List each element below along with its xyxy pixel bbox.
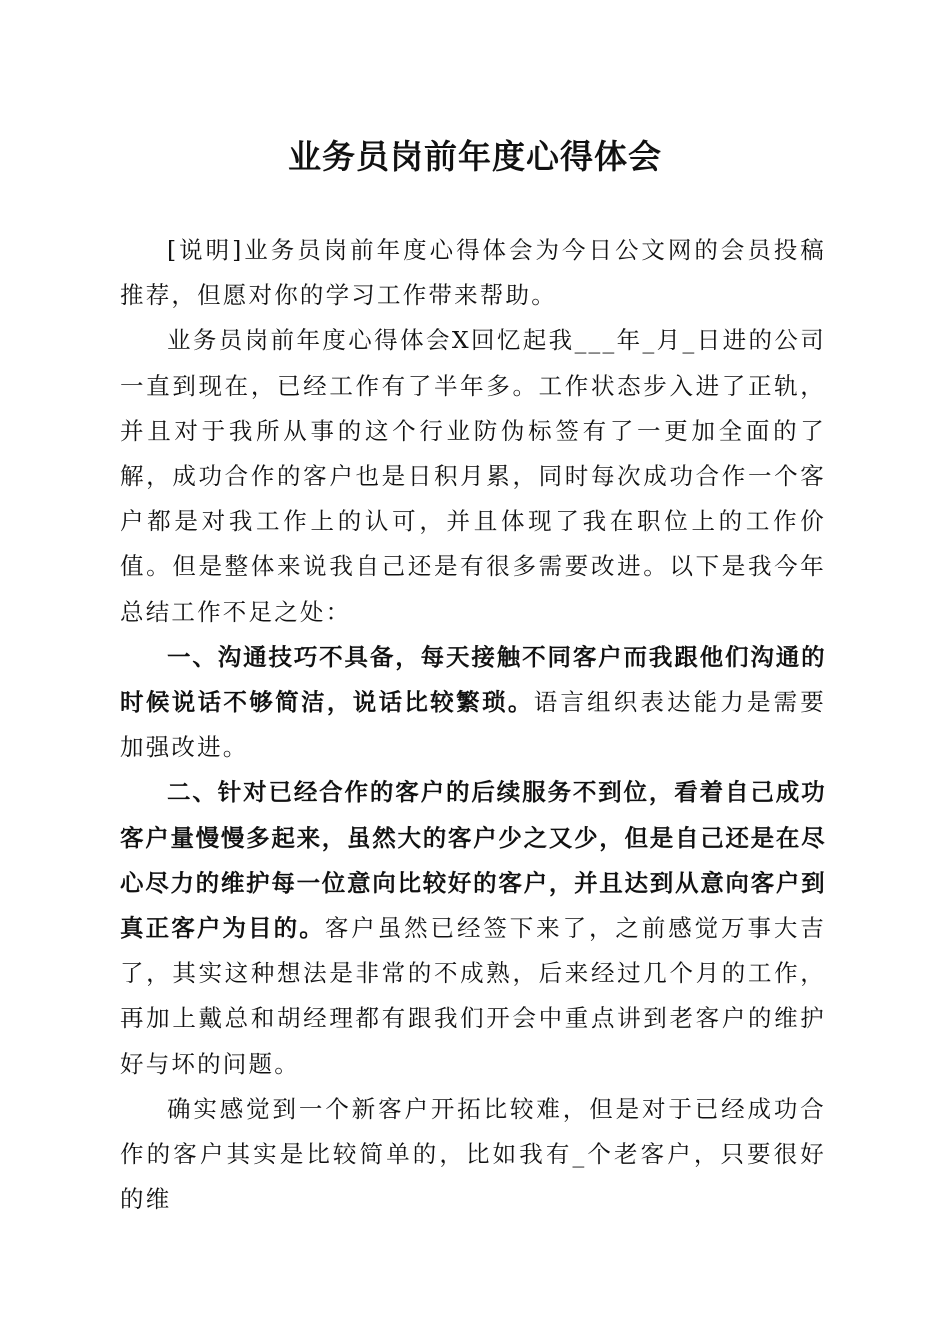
paragraph-intro <box>120 318 826 634</box>
document-title: 业务员岗前年度心得体会 <box>288 137 662 176</box>
paragraph-lead: 二、针对已经合作的客户的后续服务不到位，看着自己成功客户量慢慢多起来，虽然大的客户少之又少，但是自己还是在尽心尽力的维护每一位意向比较好的客户，并且达到从意向客户到真正客户为目的。 <box>120 778 826 943</box>
paragraph-text: 业务员岗前年度心得体会X回忆起我___年_月_日进的公司一直到现在，已经工作有了半年多。工作状态步入进了正轨，并且对于我所从事的这个行业防伪标签有了一更加全面的了解，成功合作的客户也是日积月累，同时每次成功合作一个客户都是对我工作上的认可，并且体现了我在职位上的工作价值。但是整体来说我自己还是有很多需要改进。以下是我今年总结工作不足之处： <box>120 326 826 626</box>
paragraph-lead: 一、沟通技巧不具备，每天接触不同客户而我跟他们沟通的时候说话不够简洁，说话比较繁琐。 <box>120 642 826 717</box>
document-body <box>120 228 826 1222</box>
paragraph-text: 确实感觉到一个新客户开拓比较难，但是对于已经成功合作的客户其实是比较简单的，比如我有_个老客户，只要很好的维 <box>120 1094 826 1214</box>
paragraph-point-one <box>120 635 826 771</box>
paragraph-text: 客户虽然已经签下来了，之前感觉万事大吉了，其实这种想法是非常的不成熟，后来经过几个月的工作，再加上戴总和胡经理都有跟我们开会中重点讲到老客户的维护好与坏的问题。 <box>120 914 826 1078</box>
paragraph-note <box>120 228 826 318</box>
paragraph-point-two <box>120 770 826 1086</box>
paragraph-closing <box>120 1087 826 1223</box>
paragraph-text: 语言组织表达能力是需要加强改进。 <box>120 688 826 762</box>
paragraph-text: [说明]业务员岗前年度心得体会为今日公文网的会员投稿推荐，但愿对你的学习工作带来帮助。 <box>120 236 826 310</box>
